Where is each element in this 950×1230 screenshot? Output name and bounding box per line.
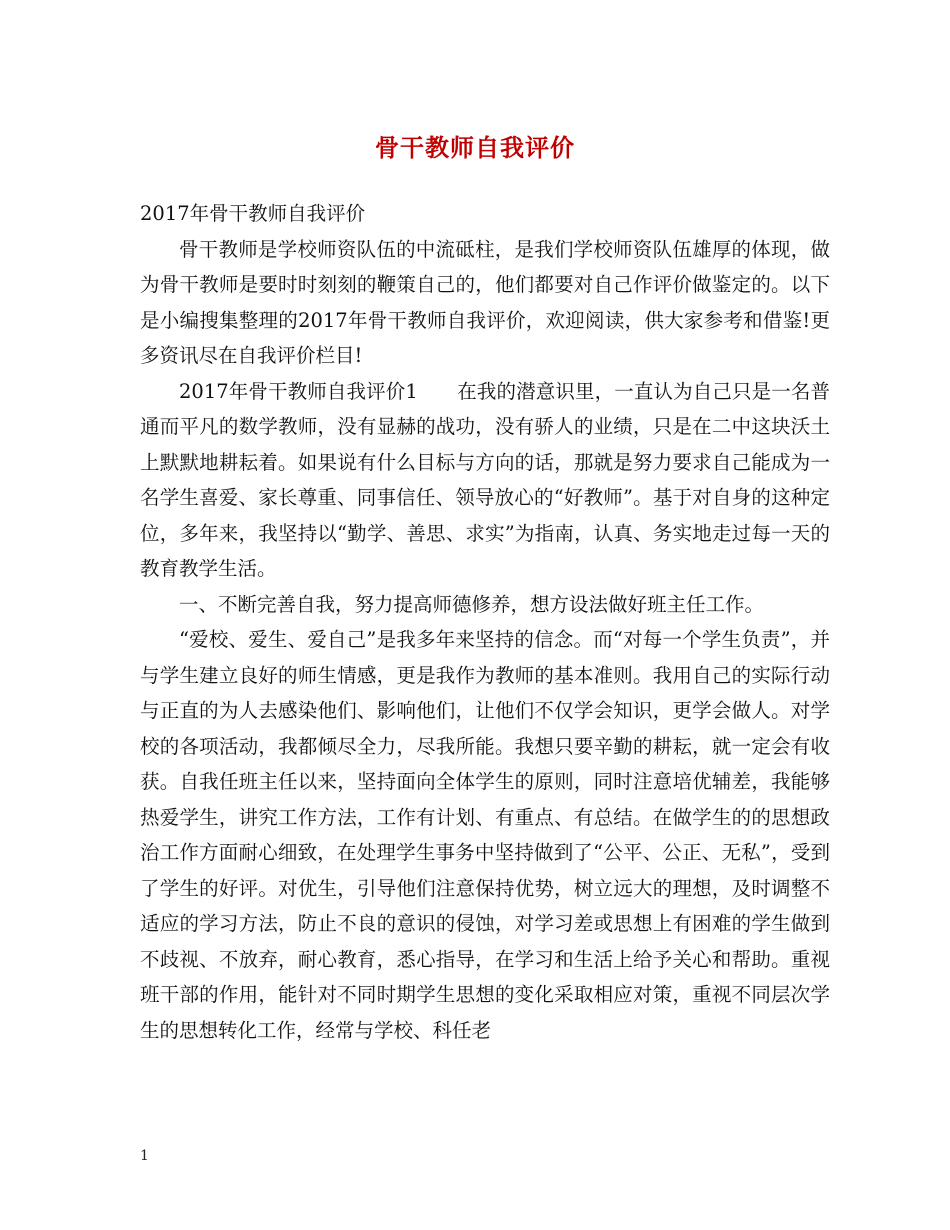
- paragraph-evaluation-1: 2017年骨干教师自我评价1 在我的潜意识里，一直认为自己只是一名普通而平凡的数学教师，没有显赫的战功，没有骄人的业绩，只是在二中这块沃土上默默地耕耘着。如果说有什么目标与方向的话，那就是努力要求自己能成为一名学生喜爱、家长尊重、同事信任、领导放心的“好教师”。基于对自身的这种定位，多年来，我坚持以“勤学、善思、求实”为指南，认真、务实地走过每一天的教育教学生活。: [140, 379, 830, 580]
- section-heading: 2017年骨干教师自我评价: [140, 202, 366, 225]
- paragraph-intro: 骨干教师是学校师资队伍的中流砥柱，是我们学校师资队伍雄厚的体现，做为骨干教师是要时时刻刻的鞭策自己的，他们都要对自己作评价做鉴定的。以下是小编搜集整理的2017年骨干教师自我评价，欢迎阅读，供大家参考和借鉴!更多资讯尽在自我评价栏目!: [140, 237, 830, 367]
- paragraph-section-one-body: “爱校、爱生、爱自己”是我多年来坚持的信念。而“对每一个学生负责”，并与学生建立良好的师生情感，更是我作为教师的基本准则。我用自己的实际行动与正直的为人去感染他们、影响他们，让他们不仅学会知识，更学会做人。对学校的各项活动，我都倾尽全力，尽我所能。我想只要辛勤的耕耘，就一定会有收获。自我任班主任以来，坚持面向全体学生的原则，同时注意培优辅差，我能够热爱学生，讲究工作方法，工作有计划、有重点、有总结。在做学生的的思想政治工作方面耐心细致，在处理学生事务中坚持做到了“公平、公正、无私”，受到了学生的好评。对优生，引导他们注意保持优势，树立远大的理想，及时调整不适应的学习方法，防止不良的意识的侵蚀，对学习差或思想上有困难的学生做到不歧视、不放弃，耐心教育，悉心指导，在学习和生活上给予关心和帮助。重视班干部的作用，能针对不同时期学生思想的变化采取相应对策，重视不同层次学生的思想转化工作，经常与学校、科任老: [140, 628, 830, 1042]
- paragraph-section-one-heading: 一、不断完善自我，努力提高师德修养，想方设法做好班主任工作。: [179, 592, 765, 616]
- page-number: 1: [140, 1148, 149, 1164]
- document-title: 骨干教师自我评价: [375, 133, 575, 162]
- document-body: [140, 196, 830, 1048]
